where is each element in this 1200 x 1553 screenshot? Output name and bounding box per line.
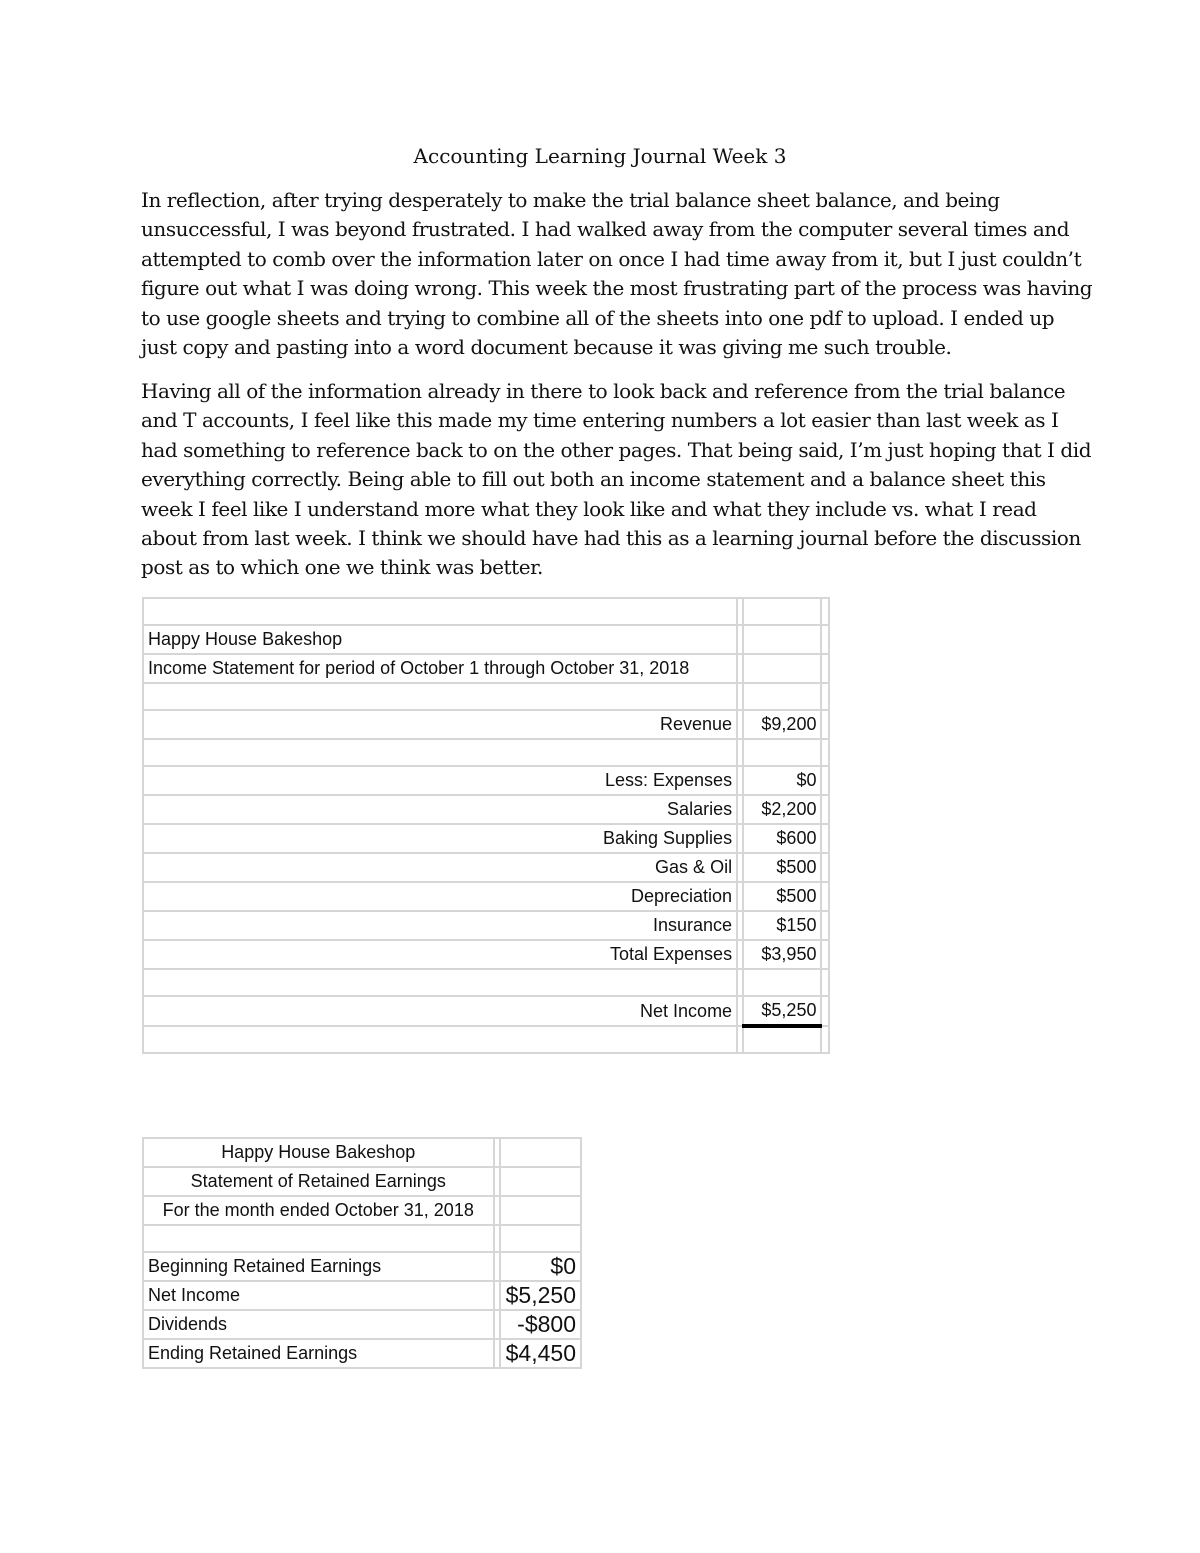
table-row <box>143 1138 581 1167</box>
table-row <box>143 940 829 969</box>
expense-label: Insurance <box>143 911 737 940</box>
income-statement-table <box>142 597 830 1054</box>
expense-value: $150 <box>743 911 822 940</box>
company-name: Happy House Bakeshop <box>143 625 737 654</box>
paragraph-line: unsuccessful, I was beyond frustrated. I had walked away from the computer several times and <box>141 217 1070 242</box>
expenses-label: Less: Expenses <box>143 766 737 795</box>
table-row <box>143 1026 829 1053</box>
expense-label: Baking Supplies <box>143 824 737 853</box>
statement-subtitle: Income Statement for period of October 1 through October 31, 2018 <box>143 654 737 683</box>
expense-value: $500 <box>743 882 822 911</box>
retained-earnings-table <box>142 1137 582 1369</box>
table-row <box>143 1167 581 1196</box>
expense-label: Depreciation <box>143 882 737 911</box>
net-income-label: Net Income <box>143 996 737 1026</box>
total-expenses-value: $3,950 <box>743 940 822 969</box>
row-value: $0 <box>500 1252 581 1281</box>
paragraph-line: had something to reference back to on the other pages. That being said, I’m just hoping that I did <box>141 437 1092 462</box>
row-label: Ending Retained Earnings <box>143 1339 494 1368</box>
table-row <box>143 625 829 654</box>
paragraph-line: figure out what I was doing wrong. This week the most frustrating part of the process was having <box>141 276 1093 301</box>
revenue-value: $9,200 <box>743 710 822 739</box>
paragraph-line: In reflection, after trying desperately to make the trial balance sheet balance, and being <box>141 188 1000 212</box>
table-row <box>143 1310 581 1339</box>
table-row <box>143 710 829 739</box>
row-label: Beginning Retained Earnings <box>143 1252 494 1281</box>
row-label: Dividends <box>143 1310 494 1339</box>
revenue-label: Revenue <box>143 710 737 739</box>
table-row <box>143 1225 581 1252</box>
expense-label: Gas & Oil <box>143 853 737 882</box>
table-row <box>143 969 829 996</box>
paragraph-line: and T accounts, I feel like this made my time entering numbers a lot easier than last week as I <box>141 408 1059 433</box>
table-row <box>143 824 829 853</box>
statement-period: For the month ended October 31, 2018 <box>143 1196 494 1225</box>
expense-value: $600 <box>743 824 822 853</box>
paragraph-line: week I feel like I understand more what they look like and what they include vs. what I read <box>141 496 1037 521</box>
page-title: Accounting Learning Journal Week 3 <box>413 144 787 168</box>
row-label: Net Income <box>143 1281 494 1310</box>
expense-value: $500 <box>743 853 822 882</box>
table-row <box>143 1339 581 1368</box>
total-expenses-label: Total Expenses <box>143 940 737 969</box>
expense-label: Salaries <box>143 795 737 824</box>
table-row <box>143 996 829 1026</box>
table-row <box>143 739 829 766</box>
table-row <box>143 795 829 824</box>
table-row <box>143 853 829 882</box>
paragraph-line: everything correctly. Being able to fill out both an income statement and a balance sheet this <box>141 467 1046 492</box>
table-row <box>143 766 829 795</box>
paragraph-line: to use google sheets and trying to combine all of the sheets into one pdf to upload. I ended up <box>141 305 1055 330</box>
row-value: $5,250 <box>500 1281 581 1310</box>
row-value: -$800 <box>500 1310 581 1339</box>
paragraph-line: attempted to comb over the information later on once I had time away from it, but I just couldn’t <box>141 246 1082 271</box>
table-row <box>143 598 829 625</box>
expense-value: $2,200 <box>743 795 822 824</box>
table-row <box>143 654 829 683</box>
table-row <box>143 1281 581 1310</box>
paragraph-line: post as to which one we think was better. <box>141 555 543 580</box>
expenses-value: $0 <box>743 766 822 795</box>
paragraph-information <box>141 377 1092 583</box>
statement-subtitle: Statement of Retained Earnings <box>143 1167 494 1196</box>
table-row <box>143 683 829 710</box>
table-row <box>143 911 829 940</box>
row-value: $4,450 <box>500 1339 581 1368</box>
paragraph-line: Having all of the information already in there to look back and reference from the trial balance <box>141 379 1066 403</box>
table-row <box>143 1196 581 1225</box>
paragraph-reflection <box>141 186 1093 362</box>
net-income-value: $5,250 <box>743 996 822 1026</box>
table-row <box>143 882 829 911</box>
company-name: Happy House Bakeshop <box>143 1138 494 1167</box>
paragraph-line: just copy and pasting into a word document because it was giving me such trouble. <box>141 335 952 360</box>
table-row <box>143 1252 581 1281</box>
paragraph-line: about from last week. I think we should have had this as a learning journal before the discussion <box>141 526 1081 551</box>
